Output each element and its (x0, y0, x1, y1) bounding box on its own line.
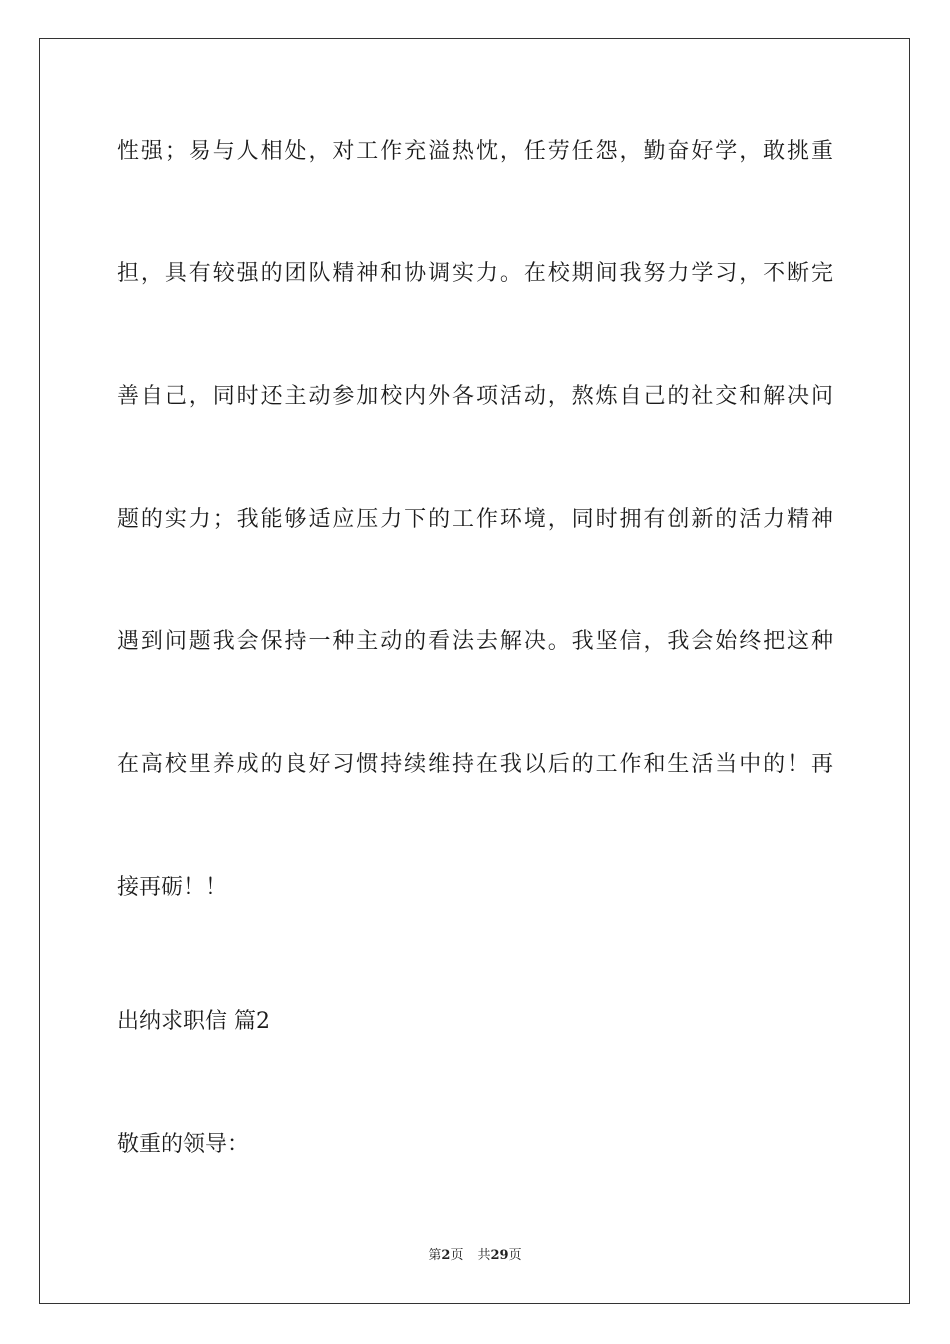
page-footer (0, 1247, 950, 1265)
page-suffix: 页 (450, 1248, 464, 1263)
page-border (39, 38, 910, 1304)
body-line-3: 善自己，同时还主动参加校内外各项活动，熬炼自己的社交和解决问 (117, 384, 833, 409)
total-prefix: 共 (477, 1248, 491, 1263)
body-line-2: 担，具有较强的团队精神和协调实力。在校期间我努力学习，不断完 (117, 261, 833, 286)
body-line-1: 性强；易与人相处，对工作充溢热忱，任劳任怨，勤奋好学，敢挑重 (117, 139, 833, 164)
total-suffix: 页 (508, 1248, 522, 1263)
salutation: 敬重的领导： (117, 1132, 250, 1157)
section-heading: 出纳求职信 篇2 (117, 1009, 270, 1034)
page-prefix: 第 (428, 1248, 442, 1263)
body-line-5: 遇到问题我会保持一种主动的看法去解决。我坚信，我会始终把这种 (117, 629, 833, 654)
body-line-4: 题的实力；我能够适应压力下的工作环境，同时拥有创新的活力精神 (117, 507, 833, 532)
body-line-7: 接再砺！！ (117, 875, 228, 900)
total-pages: 29 (490, 1248, 509, 1263)
body-line-6: 在高校里养成的良好习惯持续维持在我以后的工作和生活当中的！再 (117, 752, 833, 777)
page-number: 2 (441, 1248, 451, 1263)
